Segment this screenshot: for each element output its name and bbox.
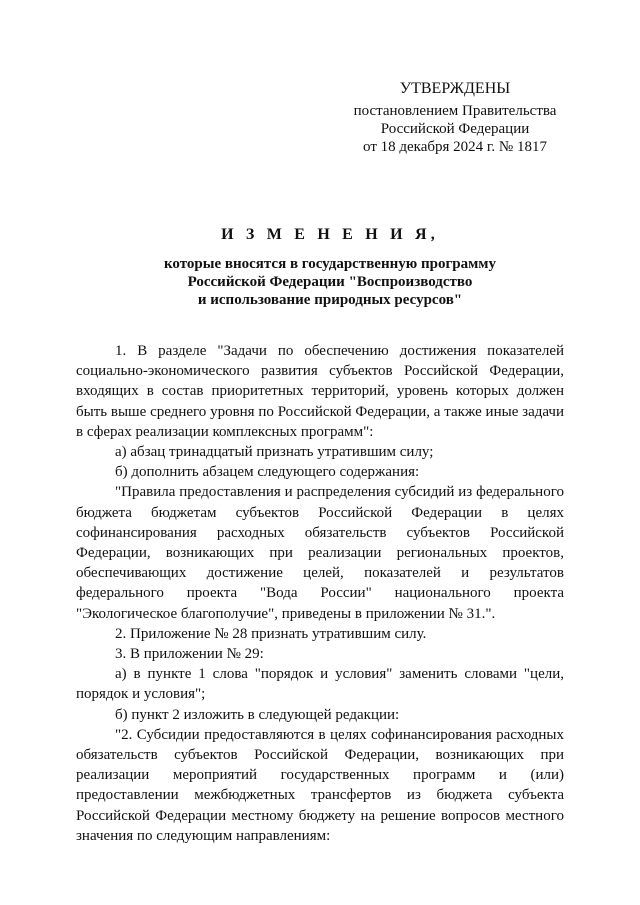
heading-line-3: и использование природных ресурсов" <box>197 292 463 308</box>
paragraph-quote-rules: "Правила предоставления и распределения субсидий из федерального бюджета бюджетам субъектов Российской Федерации в целях софинансирования расходных обязательств субъектов Российской Федерации, возникающих при реализации региональных проектов, обеспечивающих достижение целей, показателей и результатов федерального проекта "Вода России" национального проекта "Экологическое благополучие", приведены в приложении № 31.". <box>76 484 564 622</box>
document-body <box>76 341 564 846</box>
paragraph-quote-subsidies: "2. Субсидии предоставляются в целях софинансирования расходных обязательств субъектов Российской Федерации, возникающих при реализации мероприятий государственных программ и (или) предоставлении межбюджетных трансфертов из бюджета субъекта Российской Федерации местному бюджету на решение вопросов местного значения по следующим направлениям: <box>76 726 564 844</box>
heading-line-1: которые вносятся в государственную программу <box>163 256 497 272</box>
paragraph-3: 3. В приложении № 29: <box>115 646 264 663</box>
paragraph-1a: а) абзац тринадцатый признать утратившим силу; <box>115 444 434 461</box>
approval-block <box>330 80 580 156</box>
paragraph-3b: б) пункт 2 изложить в следующей редакции: <box>115 706 400 723</box>
approval-title: УТВЕРЖДЕНЫ <box>399 80 511 97</box>
document-heading <box>100 226 560 309</box>
paragraph-2: 2. Приложение № 28 признать утратившим силу. <box>115 625 427 642</box>
heading-line-2: Российской Федерации "Воспроизводство <box>187 274 473 290</box>
approval-line-2: Российской Федерации <box>380 121 530 137</box>
paragraph-1b: б) дополнить абзацем следующего содержания: <box>115 464 420 481</box>
paragraph-3a: а) в пункте 1 слова "порядок и условия" заменить словами "цели, порядок и условия"; <box>76 666 564 703</box>
approval-line-1: постановлением Правительства <box>353 103 557 119</box>
paragraph-1: 1. В разделе "Задачи по обеспечению достижения показателей социально-экономического развития субъектов Российской Федерации, входящих в состав приоритетных территорий, уровень которых должен быть выше среднего уровня по Российской Федерации, а также иные задачи в сферах реализации комплексных программ": <box>76 343 564 440</box>
heading-title: И З М Е Н Е Н И Я, <box>221 226 439 243</box>
approval-line-3: от 18 декабря 2024 г. № 1817 <box>363 139 547 155</box>
